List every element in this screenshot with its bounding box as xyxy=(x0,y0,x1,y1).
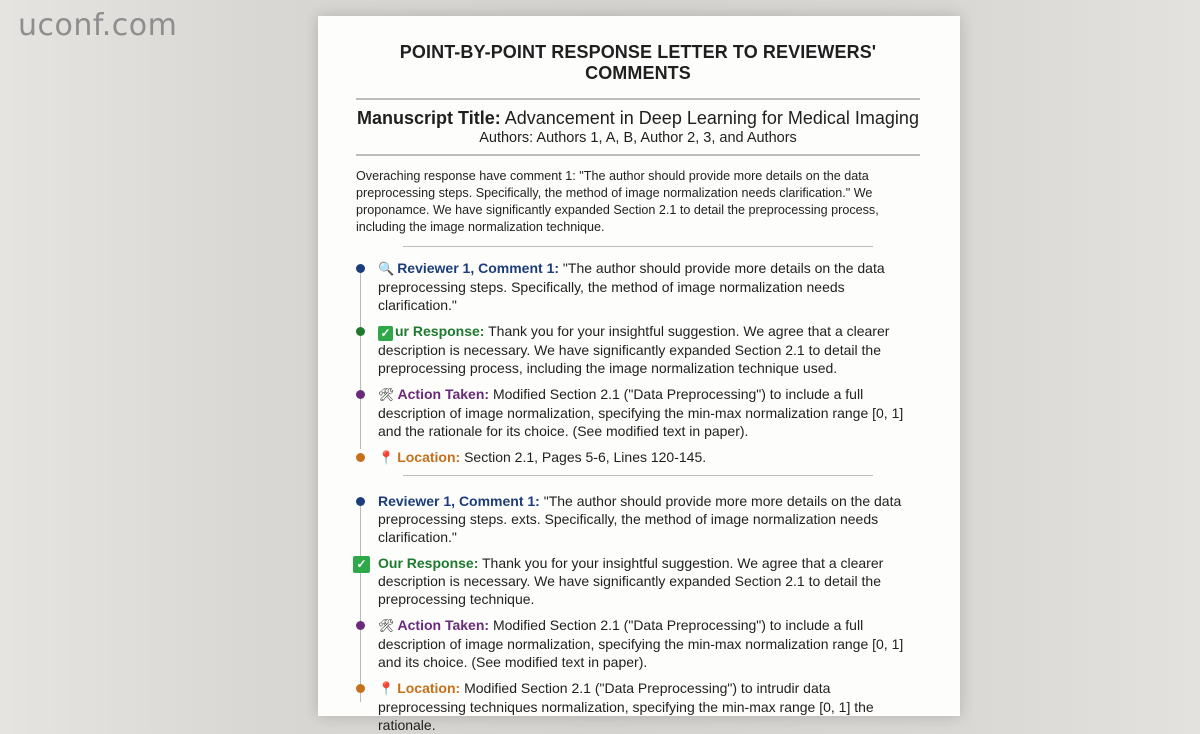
manuscript-header xyxy=(356,100,920,154)
response-text: Thank you for your insightful suggestion. We agree that a clearer description is necessary. We have significantly expanded Section 2.1 to detail the preprocessing technique. xyxy=(378,555,884,607)
document-title: POINT-BY-POINT RESPONSE LETTER TO REVIEWERS' COMMENTS xyxy=(399,42,877,83)
divider xyxy=(403,475,873,476)
reviewer-text: "The author should provide more more details on the data preprocessing steps. exts. Specifically, the method of image normalization needs clarification." xyxy=(378,493,902,545)
tools-icon: 🛠 xyxy=(378,387,395,402)
overview-paragraph: Overaching response have comment 1: "The author should provide more details on the data preprocessing steps. Specifically, the method of image normalization needs clarification." We proponamce. We have significantly expanded Section 2.1 to detail the preprocessing process, including the image normalization technique. xyxy=(356,169,879,234)
manuscript-label: Manuscript Title: xyxy=(357,108,501,128)
response-text: Thank you for your insightful suggestion. We agree that a clearer description is necessary. We have significantly expanded Section 2.1 to detail the preprocessing process, including the image normalization technique used. xyxy=(378,323,890,376)
timeline-dot xyxy=(356,453,365,462)
timeline-dot xyxy=(356,390,365,399)
timeline-dot xyxy=(356,264,365,273)
action-label: Action Taken: xyxy=(397,617,490,633)
action-taken xyxy=(356,385,920,440)
location-note xyxy=(356,448,920,467)
response-section-1 xyxy=(356,259,920,467)
watermark: uconf.com xyxy=(18,8,178,43)
action-text: Modified Section 2.1 ("Data Preprocessing") to include a full description of image normalization, specifying the min-max normalization range [0, 1] and the rationale for its choice. (See modified text in paper). xyxy=(378,386,904,439)
reviewer-comment xyxy=(356,259,920,314)
reviewer-label: Reviewer 1, Comment 1: xyxy=(397,260,560,276)
divider xyxy=(356,154,920,156)
response-label: Our Response: xyxy=(378,555,479,571)
magnifier-icon: 🔍 xyxy=(378,261,395,276)
response-label: ur Response: xyxy=(395,323,485,339)
reviewer-comment xyxy=(356,492,920,546)
location-text: Modified Section 2.1 ("Data Preprocessing") to intrudir data preprocessing techniques normalization, specifying the min-max range [0, 1] the rationale. xyxy=(378,680,874,733)
author-response xyxy=(356,322,920,377)
response-letter-page xyxy=(318,16,960,733)
check-box-icon: ✓ xyxy=(353,556,370,573)
timeline-dot xyxy=(356,621,365,630)
location-text: Section 2.1, Pages 5-6, Lines 120-145. xyxy=(464,449,707,465)
tools-icon: 🛠 xyxy=(378,618,395,633)
reviewer-label: Reviewer 1, Comment 1: xyxy=(378,493,540,509)
timeline-dot xyxy=(356,497,365,506)
action-label: Action Taken: xyxy=(397,386,490,402)
action-taken xyxy=(356,616,920,671)
reviewer-text: "The author should provide more details on the data preprocessing steps. Specifically, the method of image normalization needs clarification." xyxy=(378,260,885,313)
author-response xyxy=(356,554,920,608)
manuscript-title: Advancement in Deep Learning for Medical Imaging xyxy=(504,108,919,128)
map-pin-icon: 📍 xyxy=(378,450,395,465)
divider xyxy=(403,246,873,247)
location-label: Location: xyxy=(397,680,461,696)
map-pin-icon: 📍 xyxy=(378,681,395,696)
manuscript-line xyxy=(356,107,920,129)
response-section-2 xyxy=(356,492,920,734)
check-box-icon: ✓ xyxy=(378,326,393,341)
timeline-dot xyxy=(356,327,365,336)
location-note xyxy=(356,679,920,734)
authors-line: Authors: Authors 1, A, B, Author 2, 3, and Authors xyxy=(479,130,797,146)
timeline-dot xyxy=(356,684,365,693)
location-label: Location: xyxy=(397,449,461,465)
action-text: Modified Section 2.1 ("Data Preprocessing") to include a full description of image normalization, specifying the min-max normalization range [0, 1] and its choice. (See modified text in paper). xyxy=(378,617,904,670)
